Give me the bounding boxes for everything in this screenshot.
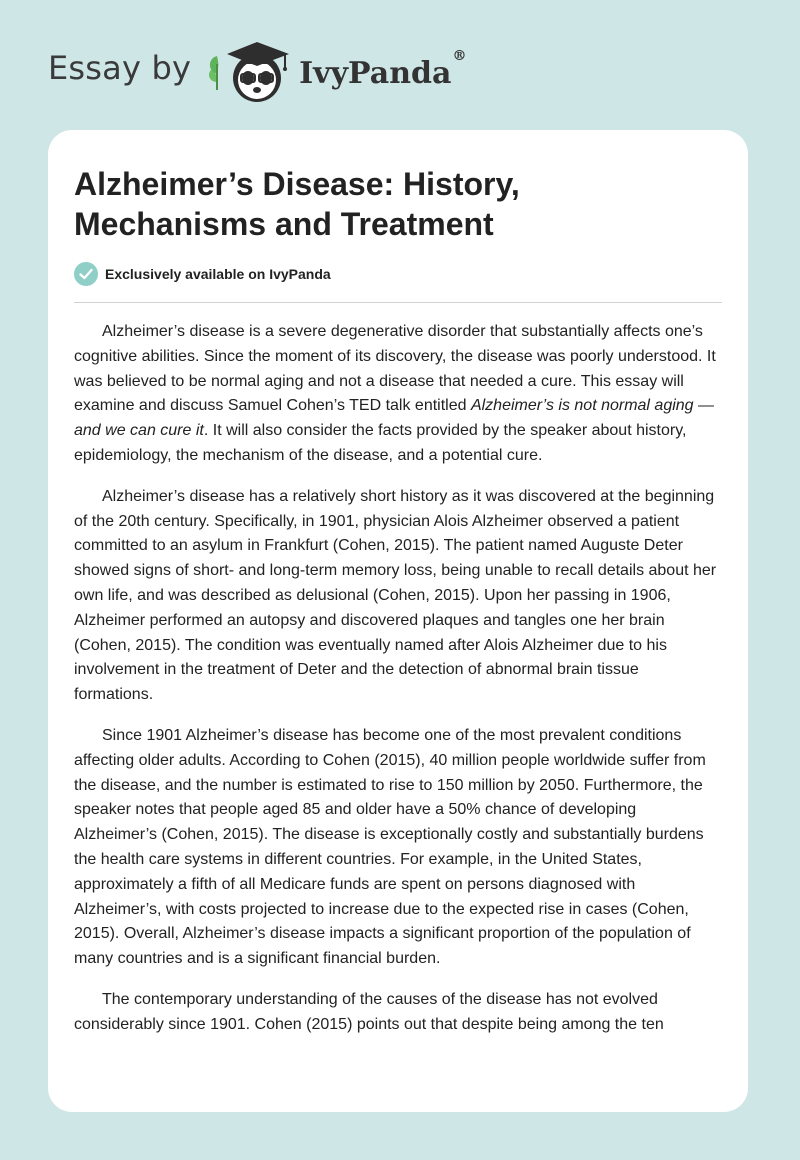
check-icon — [74, 262, 98, 286]
paragraph-2: Alzheimer’s disease has a relatively short history as it was discovered at the beginning of the 20th century. Specifically, in 1901, physician Alois Alzheimer observed a patient committed to an asylum in Frankfurt (Cohen, 2015). The patient named Auguste Deter showed signs of short- and long-term memory loss, being unable to recall details about her own life, and was described as delusional (Cohen, 2015). Upon her passing in 1906, Alzheimer performed an autopsy and discovered plaques and tangles one her brain (Cohen, 2015). The condition was eventually named after Alois Alzheimer due to his involvement in the treatment of Deter and the detection of abnormal brain tissue formations. — [74, 487, 717, 704]
page-title: Alzheimer’s Disease: History, Mechanisms and Treatment — [74, 166, 520, 242]
essay-by-label: Essay by — [48, 49, 192, 87]
talk-title: Alzheimer’s is not normal aging — and we can cure it — [74, 397, 715, 440]
paragraph-1 — [74, 320, 722, 469]
essay-card — [48, 130, 748, 1112]
exclusive-badge — [74, 262, 331, 286]
brand-text: IvyPanda — [299, 55, 452, 91]
site-header — [48, 34, 466, 106]
essay-body — [74, 320, 722, 1070]
paragraph-4: The contemporary understanding of the causes of the disease has not evolved considerably since 1901. Cohen (2015) points out that despite being among the ten — [74, 990, 664, 1033]
divider — [74, 302, 722, 303]
paragraph-1-text: Alzheimer’s disease is a severe degenerative disorder that substantially affects one’s cognitive abilities. Since the moment of its discovery, the disease was poorly understood. It was believed to be normal aging and not a disease that needed a cure. This essay will examine and discuss Samuel Cohen’s TED talk entitled — [74, 323, 716, 415]
registered-mark: ® — [452, 47, 467, 64]
brand-name — [299, 47, 467, 91]
exclusive-badge-text: Exclusively available on IvyPanda — [105, 266, 331, 282]
paragraph-1-text-end: . It will also consider the facts provided by the speaker about history, epidemiology, the mechanism of the disease, and a potential cure. — [74, 422, 687, 464]
panda-graduate-icon — [205, 34, 297, 106]
paragraph-3: Since 1901 Alzheimer’s disease has become one of the most prevalent conditions affecting older adults. According to Cohen (2015), 40 million people worldwide suffer from the disease, and the number is estimated to rise to 150 million by 2050. Furthermore, the speaker notes that people aged 85 and older have a 50% chance of developing Alzheimer’s (Cohen, 2015). The disease is exceptionally costly and substantially burdens the health care systems in different countries. For example, in the United States, approximately a fifth of all Medicare funds are spent on persons diagnosed with Alzheimer’s, with costs projected to increase due to the expected rise in cases (Cohen, 2015). Overall, Alzheimer’s disease impacts a significant proportion of the population of many countries and is a significant financial burden. — [74, 726, 706, 968]
